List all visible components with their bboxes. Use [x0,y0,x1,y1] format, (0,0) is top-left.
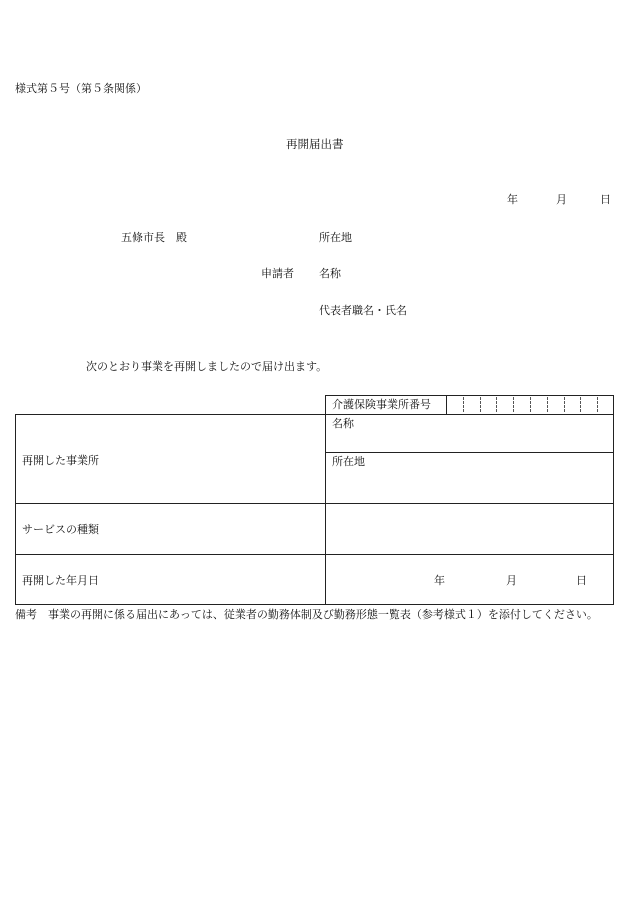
office-address-label: 所在地 [332,455,365,468]
office-number-digit-separator [530,397,531,412]
addressee: 五條市長 殿 [121,231,187,244]
office-number-digit-separator [496,397,497,412]
service-type-label: サービスの種類 [22,523,99,536]
office-name-label: 名称 [332,417,354,430]
applicant-representative-label: 代表者職名・氏名 [319,304,407,317]
applicant-name-label: 名称 [319,267,341,280]
applicant-address-label: 所在地 [319,231,352,244]
office-number-digit-separator [463,397,464,412]
office-number-digit-separator [480,397,481,412]
table-top-border [15,414,614,415]
reopen-date-label: 再開した年月日 [22,574,99,587]
office-number-label: 介護保険事業所番号 [332,398,431,411]
office-number-digit-boxes[interactable] [446,395,614,414]
document-title: 再開届出書 [286,137,344,151]
note-text: 備考 事業の再開に係る届出にあっては、従業者の勤務体制及び勤務形態一覧表（参考様式１）を添付してください。 [15,608,598,621]
date-row-top-border [15,554,614,555]
date-year-label: 年 [507,193,518,206]
office-number-digit-separator [580,397,581,412]
office-name-address-divider [325,452,614,453]
applicant-label: 申請者 [261,267,294,280]
reopen-date-day-label: 日 [576,574,587,587]
service-row-top-border [15,503,614,504]
reopened-office-label: 再開した事業所 [22,454,99,467]
date-day-label: 日 [600,193,611,206]
office-number-digit-separator [597,397,598,412]
intro-text: 次のとおり事業を再開しましたので届け出ます。 [86,360,328,373]
table-middle-divider [325,395,326,605]
form-number: 様式第５号（第５条関係） [15,82,147,95]
form-table [15,395,614,605]
table-left-border [15,414,16,605]
office-number-digit-separator [564,397,565,412]
reopen-date-month-label: 月 [506,574,517,587]
office-number-digit-separator [547,397,548,412]
office-number-digit-separator [513,397,514,412]
date-month-label: 月 [556,193,567,206]
table-bottom-border [15,604,614,605]
table-right-border [613,395,614,605]
reopen-date-year-label: 年 [434,574,445,587]
